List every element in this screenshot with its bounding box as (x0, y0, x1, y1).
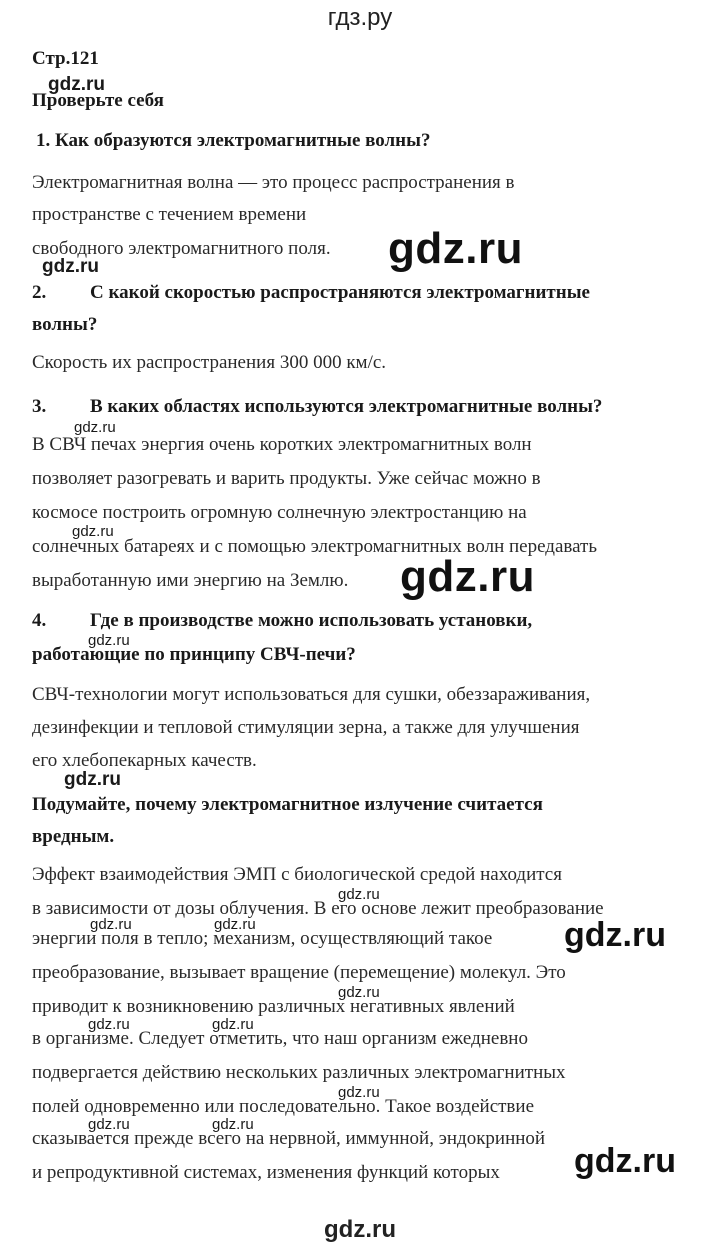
watermark: gdz.ru (338, 984, 380, 1001)
answer-5-line: преобразование, вызывает вращение (перемещение) молекул. Это (32, 962, 566, 983)
answer-3-line: позволяет разогревать и варить продукты. Уже сейчас можно в (32, 468, 541, 489)
watermark: gdz.ru (338, 886, 380, 903)
answer-3-line: выработанную ими энергию на Землю. (32, 570, 349, 591)
watermark: gdz.ru (400, 552, 535, 601)
answer-5-line: сказывается прежде всего на нервной, иммунной, эндокринной (32, 1128, 546, 1149)
answer-3-line: космосе построить огромную солнечную электростанцию на (32, 502, 527, 523)
question-2-cont: волны? (32, 314, 98, 335)
watermark: gdz.ru (214, 916, 256, 933)
answer-5-line: и репродуктивной системах, изменения функций которых (32, 1162, 500, 1183)
answer-3-line: В СВЧ печах энергия очень коротких электромагнитных волн (32, 434, 532, 455)
think-question: Подумайте, почему электромагнитное излучение считается (32, 794, 543, 815)
watermark: gdz.ru (338, 1084, 380, 1101)
watermark: gdz.ru (90, 916, 132, 933)
answer-4-line: СВЧ-технологии могут использоваться для сушки, обеззараживания, (32, 684, 591, 705)
watermark: gdz.ru (88, 632, 130, 649)
watermark: gdz.ru (388, 224, 523, 273)
answer-4-line: его хлебопекарных качеств. (32, 750, 257, 771)
page-label: Стр.121 (32, 48, 99, 69)
think-question-cont: вредным. (32, 826, 115, 847)
question-4 (32, 610, 532, 632)
answer-5-line: Эффект взаимодействия ЭМП с биологической средой находится (32, 864, 562, 885)
answer-5-line: в организме. Следует отметить, что наш организм ежедневно (32, 1028, 528, 1049)
watermark: gdz.ru (88, 1016, 130, 1033)
question-number: 2. (32, 282, 47, 303)
answer-5-line: подвергается действию нескольких различных электромагнитных (32, 1062, 566, 1083)
watermark: gdz.ru (212, 1116, 254, 1133)
question-4-cont: работающие по принципу СВЧ-печи? (32, 644, 356, 665)
question-text: Где в производстве можно использовать установки, (90, 610, 533, 631)
answer-5-line: полей одновременно или последовательно. Такое воздействие (32, 1096, 534, 1117)
section-heading: Проверьте себя (32, 90, 164, 111)
watermark: gdz.ru (212, 1016, 254, 1033)
answer-5-line: энергии поля в тепло; механизм, осуществляющий такое (32, 928, 493, 949)
answer-4-line: дезинфекции и тепловой стимуляции зерна, а также для улучшения (32, 717, 580, 738)
watermark: gdz.ru (42, 256, 99, 277)
answer-1-line: пространстве с течением времени (32, 204, 307, 225)
watermark: gdz.ru (574, 1142, 676, 1180)
question-number: 3. (32, 396, 47, 417)
question-3 (32, 396, 602, 418)
question-1: 1. Как образуются электромагнитные волны? (36, 130, 431, 151)
question-text: В каких областях используются электромагнитные волны? (90, 396, 603, 417)
answer-1-line: свободного электромагнитного поля. (32, 238, 331, 259)
question-text: С какой скоростью распространяются электромагнитные (90, 282, 590, 303)
site-header: гдз.ру (327, 4, 393, 31)
watermark: gdz.ru (64, 769, 121, 790)
site-footer: gdz.ru (324, 1216, 396, 1243)
answer-2: Скорость их распространения 300 000 км/с. (32, 352, 387, 373)
answer-1-line: Электромагнитная волна — это процесс распространения в (32, 172, 515, 193)
watermark: gdz.ru (564, 916, 666, 954)
answer-5-line: приводит к возникновению различных негативных явлений (32, 996, 515, 1017)
question-2 (32, 282, 590, 304)
question-number: 4. (32, 610, 47, 631)
answer-5-line: в зависимости от дозы облучения. В его основе лежит преобразование (32, 898, 604, 919)
watermark: gdz.ru (74, 419, 116, 436)
answer-3-line: солнечных батареях и с помощью электромагнитных волн передавать (32, 536, 598, 557)
watermark: gdz.ru (88, 1116, 130, 1133)
watermark: gdz.ru (48, 74, 105, 95)
watermark: gdz.ru (72, 523, 114, 540)
